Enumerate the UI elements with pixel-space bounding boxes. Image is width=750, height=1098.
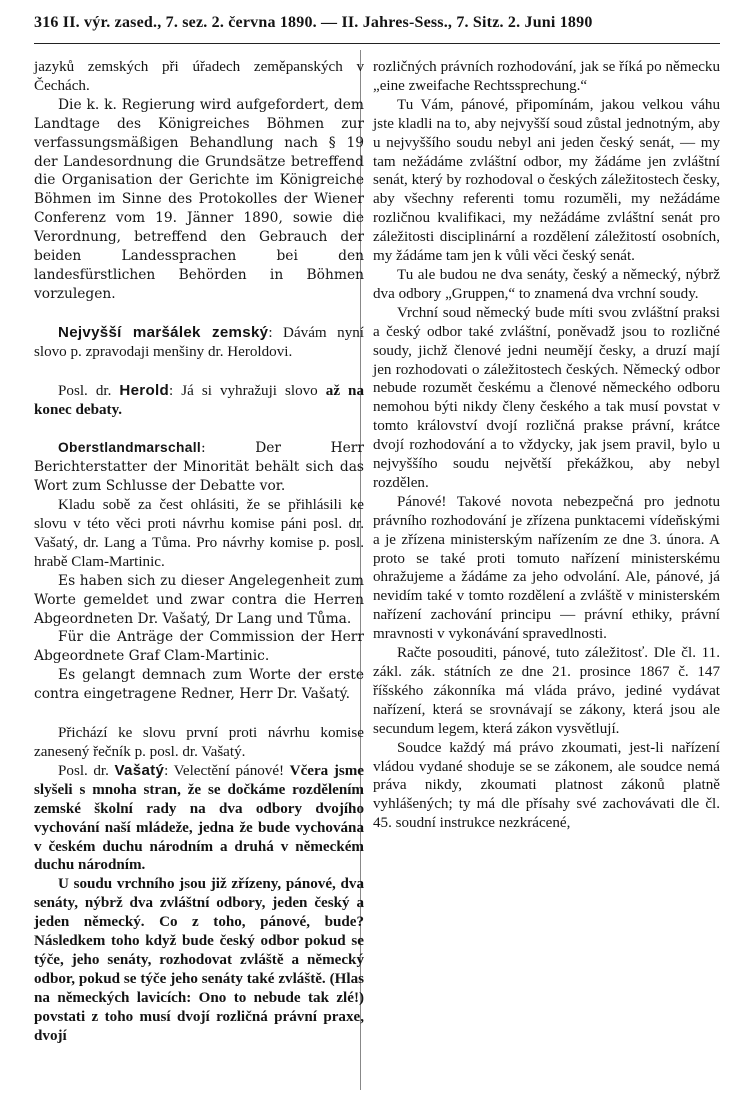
- paragraph-german: Für die Anträge der Commission der Herr Abgeordnete Graf Clam-Martinic.: [34, 629, 364, 665]
- paragraph: Vrchní soud německý bude míti svou zvláštní praksi a český odbor také zvláštní, poněvadž jsou to rozličné soudy, jichž členové jedni neumějí česky, a druzí mají jen rozhodovati o záležitostech českých. Německý odbor nebude rozumět českému a členové německého odboru nemohou býti nikdy členy českého a tak musí povstat v tomto království dvojí rozličná prakse právní, krátce dvojí rozhodování a to vždycky, jak jsem pravil, bylo u nejvyššího soudu největší překážkou, aby nebyl rozdělen.: [373, 304, 720, 491]
- paragraph: Tu ale budou ne dva senáty, český a německý, nýbrž dva odbory „Gruppen,“ to znamená dva vrchní soudy.: [373, 266, 720, 302]
- paragraph: rozličných právních rozhodování, jak se říká po německu „eine zweifache Rechtssprechung.“: [373, 59, 720, 94]
- paragraph: [34, 762, 364, 875]
- paragraph-german: Die k. k. Regierung wird aufgefordert, dem Landtage des Königreiches Böhmen zur verfassungsmäßigen Behandlung nach § 19 der Landesordnung die Grundsätze betreffend die Organisation der Gerichte im Königreiche Böhmen im Sinne des Protokolles der Wiener Conferenz vom 19. Jänner 1890, sowie die Verordnung, betreffend den Gebrauch der beiden Landessprachen bei den landesfürstlichen Behörden in Böhmen vorzulegen.: [34, 96, 364, 302]
- paragraph: Pánové! Takové novota nebezpečná pro jednotu právního rozhodování je zřízena punktacemi vídeňskými a je zřízena ministerským nařízením ze dne 3. února. A proto se také proti tomuto nařízení ministerskému ohražujeme a žádáme za jeho odvolání. Ale, pánové, já nevidím také v tomto rozdělení a zvláště v ministerském nařízení zachování principu — právní ethiky, právní mravnosti v vykonávání spravedlnosti.: [373, 493, 720, 643]
- speaker-name: Vašatý: [114, 761, 165, 779]
- paragraph: Račte posouditi, pánové, tuto záležitosť. Dle čl. 11. zákl. zák. státních ze dne 21. prosince 1867 č. 147 říšského zákonníka má vláda právo, jediné vydávat nařízení, která se srovnávají se zákony, která jsou ale secundum legem, která zákon vysvětlují.: [373, 645, 720, 737]
- paragraph: U soudu vrchního jsou již zřízeny, pánové, dva senáty, nýbrž dva zvláštní odbory, jeden český a jeden německý. Co z toho, pánové, bude? Následkem toho když bude český odbor pokud se týče, jeho senáty, rozhodovat zvláště a německý odbor, pokud se týče jeho senáty také zvláště. (Hlas na německých lavicích: Ono to nebude tak zlé!) povstati z toho musí dvojí rozličná právní praxe, dvojí: [34, 876, 364, 1044]
- speech-text: : Velectění pánové!: [164, 762, 285, 779]
- paragraph-german: Es haben sich zu dieser Angelegenheit zum Worte gemeldet und zwar contra die Herren Abgeordneten Dr. Vašatý, Dr Lang und Tůma.: [34, 572, 364, 627]
- paragraph: Kladu sobě za čest ohlásiti, že se přihlásili ke slovu v této věci proti návrhu komise páni posl. dr. Vašatý, dr. Lang a Tůma. Pro návrhy komise p. posl. hrabě Clam-Martinic.: [34, 497, 364, 570]
- paragraph: Přichází ke slovu první proti návrhu komise zanesený řečník p. posl. dr. Vašatý.: [34, 725, 364, 760]
- left-column: [34, 58, 364, 1046]
- header-rule: [34, 43, 720, 44]
- speech-text: : Der Herr Berichterstatter der Minorität behält sich das Wort zum Schlusse der Debatte vor.: [34, 440, 364, 495]
- speaker-prefix: Posl. dr.: [58, 382, 120, 399]
- paragraph: jazyků zemských při úřadech zeměpanských v Čechách.: [34, 59, 364, 94]
- speaker-name: Oberstlandmarschall: [58, 440, 201, 456]
- speaker-name: Nejvyšší maršálek zemský: [58, 323, 269, 341]
- speech-bold: Včera jsme slyšeli s mnoha stran, že se dočkáme rozdělením zemské školní rady na dva odbory dvojího vychování naší mládeže, jedna že bude vychována v českém duchu národním a druhá v německém duchu národním.: [34, 762, 364, 874]
- paragraph-german: [34, 439, 364, 496]
- paragraph: Soudce každý má právo zkoumati, jest-li nařízení vládou vydané shoduje se se zákonem, ale soudce nemá práva nikdy, zkoumati platnost zákonů platně vyhlášených; ty má dle přísahy své zachovávati dle čl. 45. soudní instrukce nezkrácené,: [373, 739, 720, 832]
- paragraph: [34, 324, 364, 362]
- right-column: [373, 58, 720, 833]
- speech-text: : Já si vyhražuji slovo: [169, 382, 318, 399]
- speech-text: : Dávám nyní slovo p. zpravodaji menšiny dr. Heroldovi.: [34, 324, 364, 360]
- running-head: 316 II. výr. zased., 7. sez. 2. června 1890. — II. Jahres-Sess., 7. Sitz. 2. Juni 1890: [34, 14, 593, 31]
- paragraph: [34, 382, 364, 420]
- speaker-name: Herold: [119, 381, 169, 399]
- speech-bold: až na konec debaty.: [34, 382, 364, 418]
- paragraph: Tu Vám, pánové, připomínám, jakou velkou váhu jste kladli na to, aby nejvyšší soud zůstal jednotným, aby u nejvyššího soudu nebyl ani jeden český senát, — my tam nežádáme zvláštní odbor, my žádáme jen zvláštní senát, který by rozhodoval o českých záležitostech česky, aby všechny referenti tomu rozuměli, my nežádáme rozličnou kvalifikaci, my nežádáme zvláštní senát pro záležitosti disciplinární a rozdělení záležitostí osobních, my žádáme tam jen k vůli věci český senát.: [373, 96, 720, 265]
- paragraph-german: Es gelangt demnach zum Worte der erste contra eingetragene Redner, Herr Dr. Vašatý.: [34, 667, 364, 703]
- speaker-prefix: Posl. dr.: [58, 762, 115, 779]
